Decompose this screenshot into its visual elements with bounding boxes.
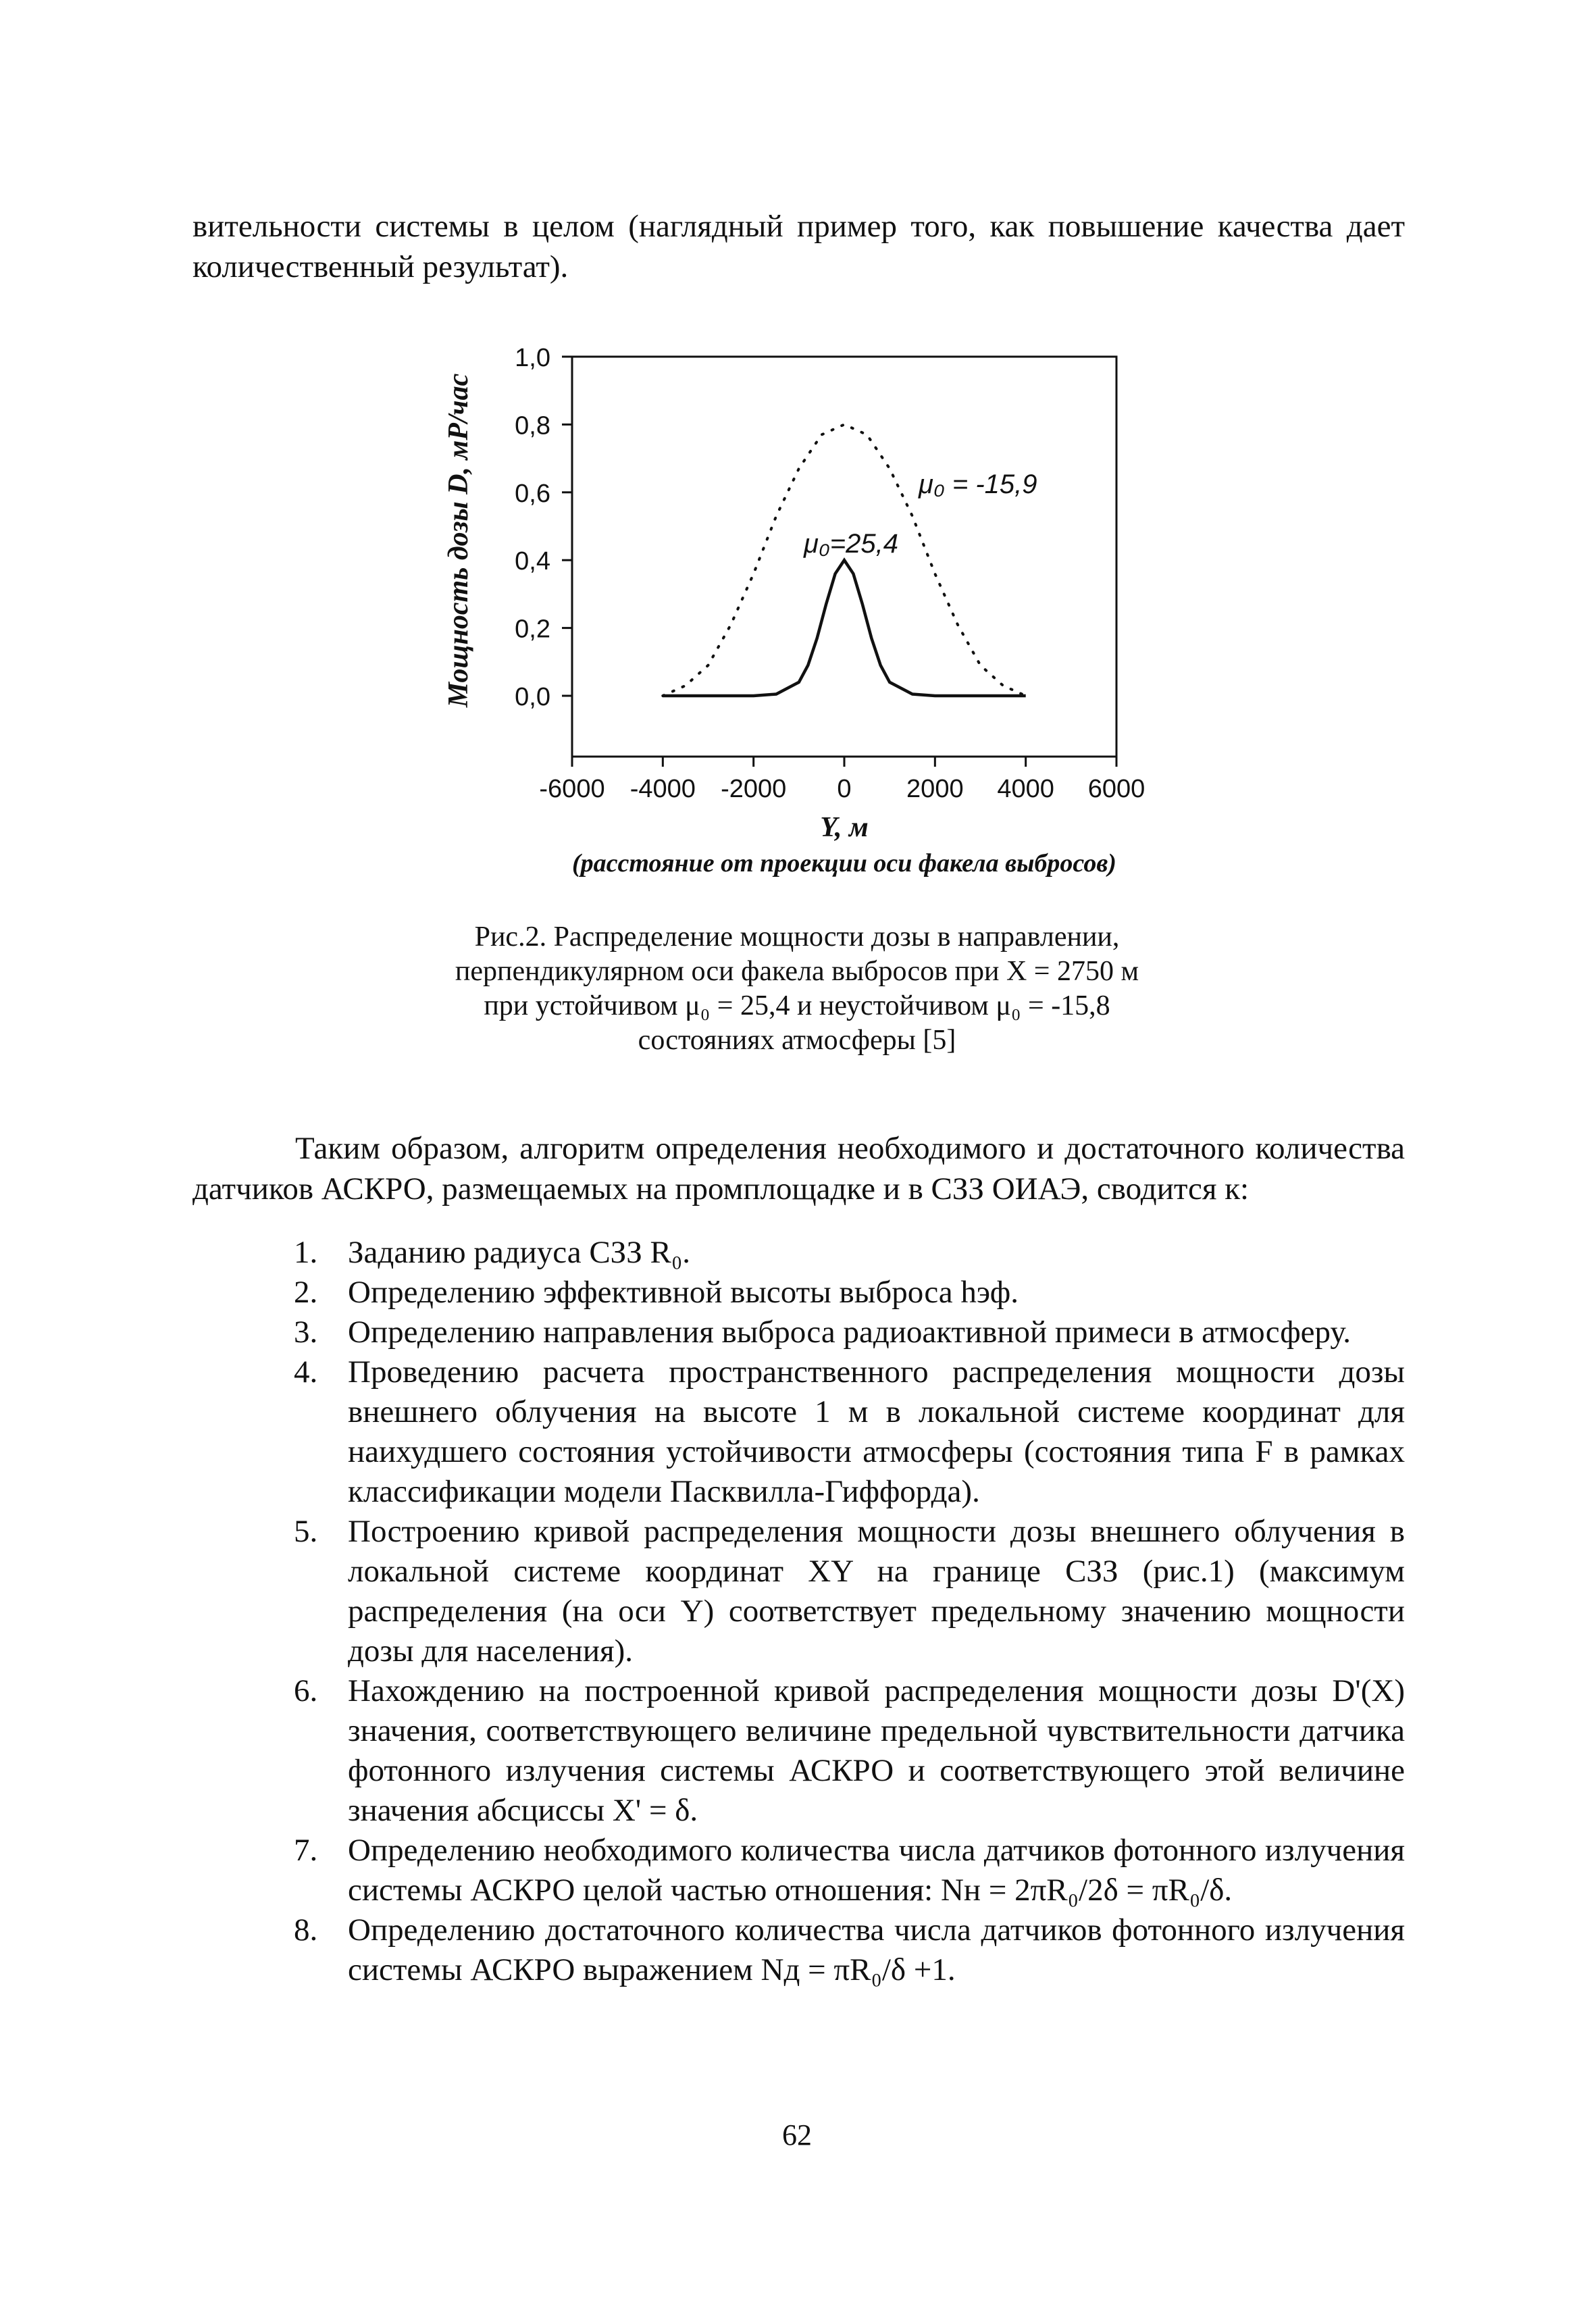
caption-line: состояниях атмосферы [5] [638,1025,956,1056]
list-item [192,1831,1405,1910]
x-tick-label: 0 [837,775,852,803]
dose-rate-chart [419,317,1202,925]
y-tick-label: 1,0 [515,344,550,372]
algorithm-steps-list [192,1233,1405,1990]
y-tick-label: 0,2 [515,615,550,644]
y-tick-label: 0,6 [515,479,550,508]
step-number: 8. [294,1912,318,1948]
step-text: Построению кривой распределения мощности дозы внешнего облучения в локальной системе координат XY на границе СЗЗ (рис.1) (максимум распределения (на оси Y) соответствует предельному значению мощности дозы для населения). [348,1514,1405,1669]
x-axis-note: (расстояние от проекции оси факела выбросов) [572,849,1116,878]
step-text: Определению эффективной высоты выброса hэф. [348,1275,1019,1310]
step-text: Определению необходимого количества числа датчиков фотонного излучения системы АСКРО целой частью отношения: Nн = 2πR₀/2δ = πR₀/δ. [348,1833,1405,1908]
step-text: Определению достаточного количества числа датчиков фотонного излучения системы АСКРО выражением Nд = πR₀/δ +1. [348,1912,1405,1987]
x-tick-label: -2000 [721,775,787,803]
list-item [192,1910,1405,1990]
intro-paragraph: вительности системы в целом (наглядный пример того, как повышение качества дает количественный результат). [192,209,1405,284]
annotation-stable: μ₀=25,4 [804,529,898,559]
step-text: Нахождению на построенной кривой распределения мощности дозы D'(X) значения, соответствующего величине предельной чувствительности датчика фотонного излучения системы АСКРО и соответствующего этой величине значения абсциссы X' = δ. [348,1673,1405,1828]
stable-curve-line [663,560,1025,696]
step-number: 7. [294,1833,318,1868]
step-text: Заданию радиуса СЗЗ R₀. [348,1235,690,1270]
step-text: Определению направления выброса радиоактивной примеси в атмосферу. [348,1315,1351,1350]
x-axis-label: Y, м [820,812,869,843]
annotation-unstable: μ₀ = -15,9 [919,469,1037,499]
caption-line: перпендикулярном оси факела выбросов при X = 2750 м [455,956,1139,987]
y-tick-label: 0,0 [515,683,550,711]
step-text: Проведению расчета пространственного распределения мощности дозы внешнего облучения на высоте 1 м в локальной системе координат для наихудшего состояния устойчивости атмосферы (состояния типа F в рамках классификации модели Пасквилла-Гиффорда). [348,1354,1405,1509]
caption-line: Рис.2. Распределение мощности дозы в направлении, [474,921,1120,952]
list-item [192,1512,1405,1671]
x-tick-label: -4000 [629,775,696,803]
x-tick-label: 4000 [997,775,1054,803]
x-tick-label: 2000 [906,775,964,803]
list-item [192,1352,1405,1512]
x-tick-label: -6000 [539,775,605,803]
summary-paragraph: Таким образом, алгоритм определения необходимого и достаточного количества датчиков АСКРО, размещаемых на промплощадке и в СЗЗ ОИАЭ, сводится к: [192,1131,1405,1206]
step-number: 6. [294,1673,318,1708]
chart-canvas [419,317,1202,925]
list-item [192,1273,1405,1313]
step-number: 5. [294,1514,318,1549]
x-tick-label: 6000 [1087,775,1145,803]
y-tick-label: 0,4 [515,547,550,576]
list-item [192,1671,1405,1831]
y-tick-label: 0,8 [515,411,550,440]
y-axis-label: Мощность дозы D, мР/час [443,373,474,708]
list-item [192,1313,1405,1352]
caption-line: при устойчивом μ₀ = 25,4 и неустойчивом μ₀ = -15,8 [484,990,1110,1021]
list-item [192,1233,1405,1273]
figure-caption [338,920,1256,1058]
step-number: 1. [294,1235,318,1270]
step-number: 3. [294,1315,318,1350]
step-number: 2. [294,1275,318,1310]
step-number: 4. [294,1354,318,1390]
page-number: 62 [782,2118,812,2152]
